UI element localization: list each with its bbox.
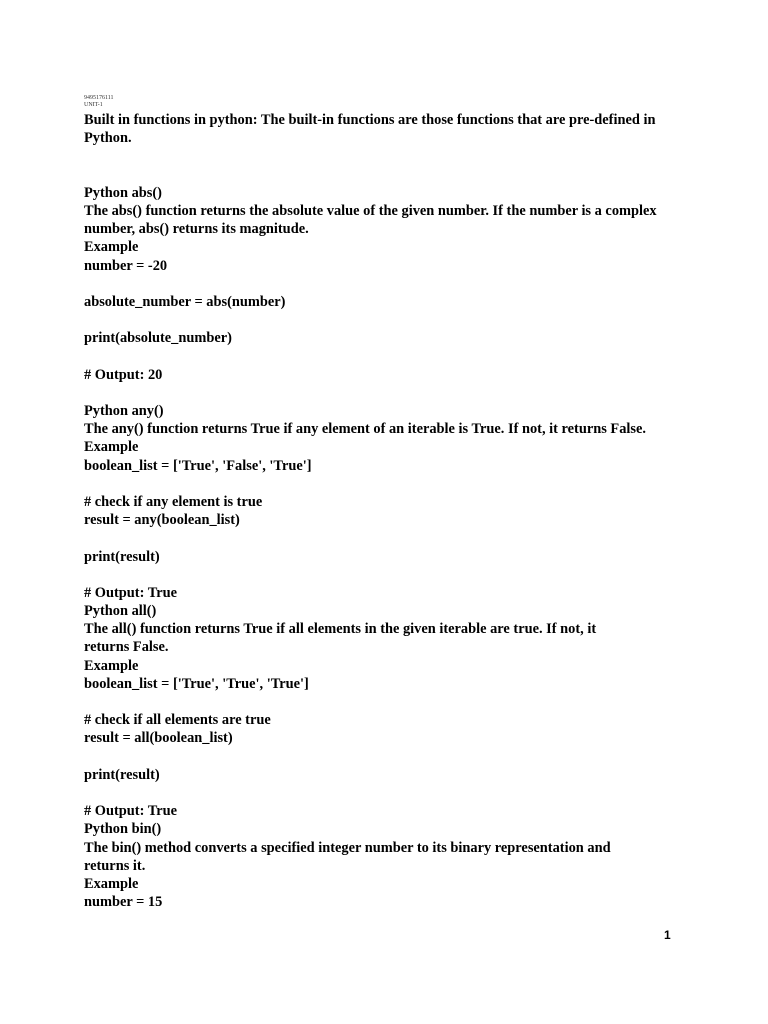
- text-line: Python.: [84, 130, 132, 147]
- blank-line: [84, 475, 694, 493]
- blank-line: [84, 529, 694, 547]
- text-line: The any() function returns True if any element of an iterable is True. If not, it returns False.: [84, 421, 646, 438]
- blank-line: [84, 275, 694, 293]
- text-line: # Output: True: [84, 803, 178, 820]
- blank-line: [84, 566, 694, 584]
- page-number: 1: [664, 928, 671, 942]
- text-line: number = -20: [84, 257, 168, 274]
- text-line: Python all(): [84, 603, 157, 620]
- blank-line: [84, 347, 694, 365]
- text-line: The abs() function returns the absolute value of the given number. If the number is a complex: [84, 202, 657, 219]
- text-line: Built in functions in python: The built-in functions are those functions that are pre-defined in: [84, 112, 656, 128]
- text-line: # check if all elements are true: [84, 712, 271, 729]
- text-line: Python bin(): [84, 821, 162, 838]
- text-line: Example: [84, 239, 139, 256]
- text-line: number = 15: [84, 894, 163, 911]
- text-line: absolute_number = abs(number): [84, 293, 286, 310]
- text-line: result = all(boolean_list): [84, 730, 233, 747]
- text-line: # Output: True: [84, 584, 178, 601]
- blank-line: [84, 693, 694, 711]
- text-line: print(absolute_number): [84, 330, 232, 347]
- text-line: Example: [84, 657, 139, 674]
- blank-line: [84, 166, 694, 184]
- text-line: returns False.: [84, 639, 169, 656]
- text-line: print(result): [84, 548, 160, 565]
- document-body: [84, 111, 694, 911]
- text-line: boolean_list = ['True', 'False', 'True']: [84, 457, 312, 474]
- blank-line: [84, 748, 694, 766]
- text-line: print(result): [84, 766, 160, 783]
- text-line: Example: [84, 875, 139, 892]
- blank-line: [84, 384, 694, 402]
- text-line: The all() function returns True if all elements in the given iterable are true. If not, it: [84, 621, 597, 638]
- text-line: number, abs() returns its magnitude.: [84, 221, 309, 238]
- text-line: Python any(): [84, 403, 164, 419]
- text-line: # check if any element is true: [84, 493, 263, 510]
- blank-line: [84, 147, 694, 165]
- blank-line: [84, 784, 694, 802]
- text-line: returns it.: [84, 857, 146, 874]
- blank-line: [84, 311, 694, 329]
- text-line: The bin() method converts a specified integer number to its binary representation and: [84, 839, 611, 856]
- text-line: # Output: 20: [84, 366, 163, 383]
- text-line: Python abs(): [84, 184, 162, 201]
- header-phone: 9495176111: [84, 95, 114, 101]
- text-line: boolean_list = ['True', 'True', 'True']: [84, 675, 309, 692]
- text-line: Example: [84, 439, 139, 456]
- header-unit: UNIT-1: [84, 102, 103, 108]
- text-line: result = any(boolean_list): [84, 512, 240, 529]
